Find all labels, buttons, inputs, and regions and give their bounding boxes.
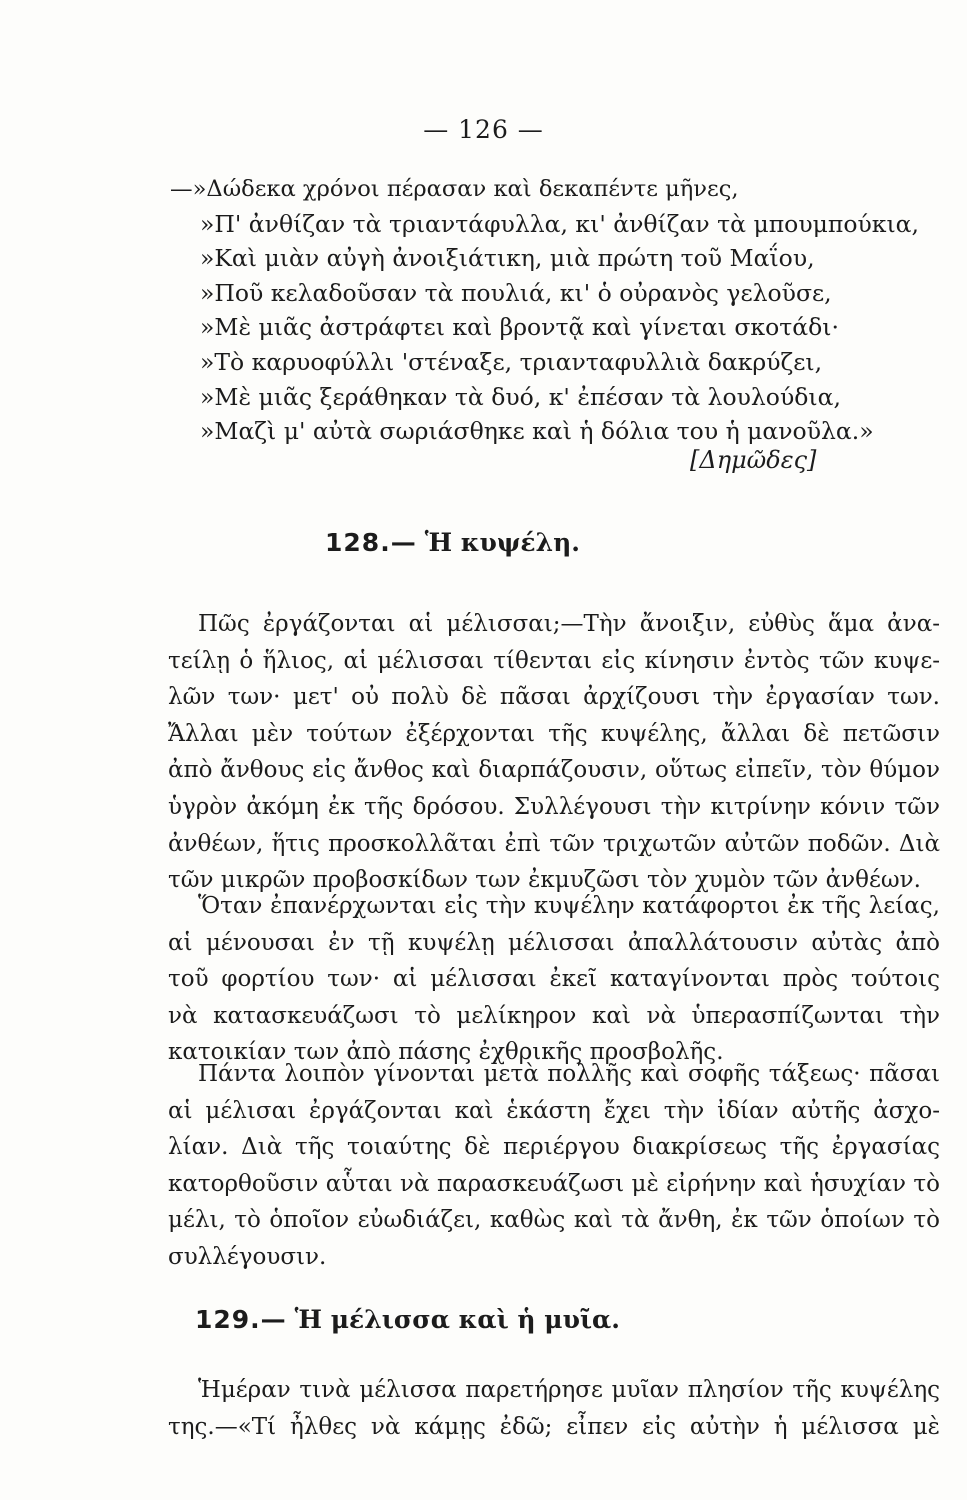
poem-line: »Π' ἀνθίζαν τὰ τριαντάφυλλα, κι' ἀνθίζαν τὰ μπουμπούκια, (200, 209, 920, 238)
paragraph (168, 1372, 940, 1445)
text-line: Ὅταν ἐπανέρχωνται εἰς τὴν κυψέλην κατάφορτοι ἐκ τῆς λείας, (198, 893, 940, 919)
poem-line: »Μὲ μιᾶς ξεράθηκαν τὰ δυό, κ' ἐπέσαν τὰ λουλούδια, (200, 382, 841, 411)
section-title: Ἡ κυψέλη. (424, 528, 580, 557)
text-line: ἀπὸ ἄνθους εἰς ἄνθος καὶ διαρπάζουσιν, οὕτως εἰπεῖν, τὸν θύμον (168, 757, 940, 784)
section-number: 129.— (194, 1305, 287, 1334)
section-title: Ἡ μέλισσα καὶ ἡ μυῖα. (294, 1305, 620, 1334)
text-line: λῶν των· μετ' οὐ πολὺ δὲ πᾶσαι ἀρχίζουσι τὴν ἐργασίαν των. (168, 684, 940, 711)
page-number: — 126 — (423, 115, 544, 144)
text-line: λίαν. Διὰ τῆς τοιαύτης δὲ περιέργου διακρίσεως τῆς ἐργασίας (168, 1134, 940, 1161)
section-heading-129 (120, 1305, 620, 1334)
section-heading-128 (40, 528, 580, 557)
text-line: αἱ μένουσαι ἐν τῇ κυψέλῃ μέλισσαι ἀπαλλάτουσιν αὐτὰς ἀπὸ (168, 929, 940, 956)
text-line: Πάντα λοιπὸν γίνονται μετὰ πολλῆς καὶ σοφῆς τάξεως· πᾶσαι (198, 1061, 940, 1087)
section-number: 128.— (325, 528, 417, 557)
poem-line: »Καὶ μιὰν αὐγὴ ἀνοιξιάτικη, μιὰ πρώτη τοῦ Μαΐου, (200, 244, 815, 273)
poem-line: »Ποῦ κελαδοῦσαν τὰ πουλιά, κι' ὁ οὐρανὸς γελοῦσε, (200, 278, 832, 307)
text-line: τείλῃ ὁ ἥλιος, αἱ μέλισσαι τίθενται εἰς κίνησιν ἐντὸς τῶν κυψε- (168, 647, 940, 674)
text-line: ὑγρὸν ἀκόμη ἐκ τῆς δρόσου. Συλλέγουσι τὴν κιτρίνην κόνιν τῶν (168, 793, 940, 820)
poem-line: »Μαζὶ μ' αὐτὰ σωριάσθηκε καὶ ἡ δόλια του ἡ μανοῦλα.» (200, 417, 874, 446)
text-line: αἱ μέλισαι ἐργάζονται καὶ ἑκάστη ἔχει τὴν ἰδίαν αὐτῆς ἀσχο- (168, 1097, 940, 1124)
poem-line: »Μὲ μιᾶς ἀστράφτει καὶ βροντᾷ καὶ γίνεται σκοτάδι· (200, 313, 839, 342)
poem-stanza (170, 172, 940, 449)
text-line: τῶν μικρῶν προβοσκίδων των ἐκμυζῶσι τὸν χυμὸν τῶν ἀνθέων. (168, 867, 921, 894)
text-line: της.—«Τί ἦλθες νὰ κάμῃς ἐδῶ; εἶπεν εἰς αὐτὴν ἡ μέλισσα μὲ (168, 1413, 940, 1440)
poem-line: »Τὸ καρυοφύλλι 'στέναξε, τριανταφυλλιὰ δακρύζει, (200, 347, 823, 376)
text-line: Πῶς ἐργάζονται αἱ μέλισσαι;—Τὴν ἄνοιξιν, εὐθὺς ἅμα ἀνα- (198, 611, 940, 637)
text-line: Ἡμέραν τινὰ μέλισσα παρετήρησε μυῖαν πλησίον τῆς κυψέλης (198, 1377, 940, 1403)
text-line: συλλέγουσιν. (168, 1243, 327, 1270)
text-line: Ἄλλαι μὲν τούτων ἐξέρχονται τῆς κυψέλης, ἄλλαι δὲ πετῶσιν (168, 720, 940, 747)
text-line: ἀνθέων, ἥτις προσκολλᾶται ἐπὶ τῶν τριχωτῶν αὐτῶν ποδῶν. Διὰ (168, 830, 940, 857)
text-line: τοῦ φορτίου των· αἱ μέλισσαι ἐκεῖ καταγίνονται πρὸς τούτοις (168, 966, 940, 993)
text-line: κατορθοῦσιν αὗται νὰ παρασκευάζωσι μὲ εἰρήνην καὶ ἡσυχίαν τὸ (168, 1170, 940, 1197)
poem-attribution: [Δημῶδες] (690, 446, 817, 474)
text-line: μέλι, τὸ ὁποῖον εὐωδιάζει, καθὼς καὶ τὰ ἄνθη, ἐκ τῶν ὁποίων τὸ (168, 1207, 940, 1234)
poem-line: —»Δώδεκα χρόνοι πέρασαν καὶ δεκαπέντε μῆνες, (170, 176, 739, 202)
text-line: κατοικίαν των ἀπὸ πάσης ἐχθρικῆς προσβολῆς. (168, 1039, 724, 1066)
paragraph (168, 1056, 940, 1276)
text-line: νὰ κατασκευάζωσι τὸ μελίκηρον καὶ νὰ ὑπερασπίζωνται τὴν (168, 1002, 940, 1029)
paragraph (168, 888, 940, 1071)
paragraph (168, 606, 940, 899)
